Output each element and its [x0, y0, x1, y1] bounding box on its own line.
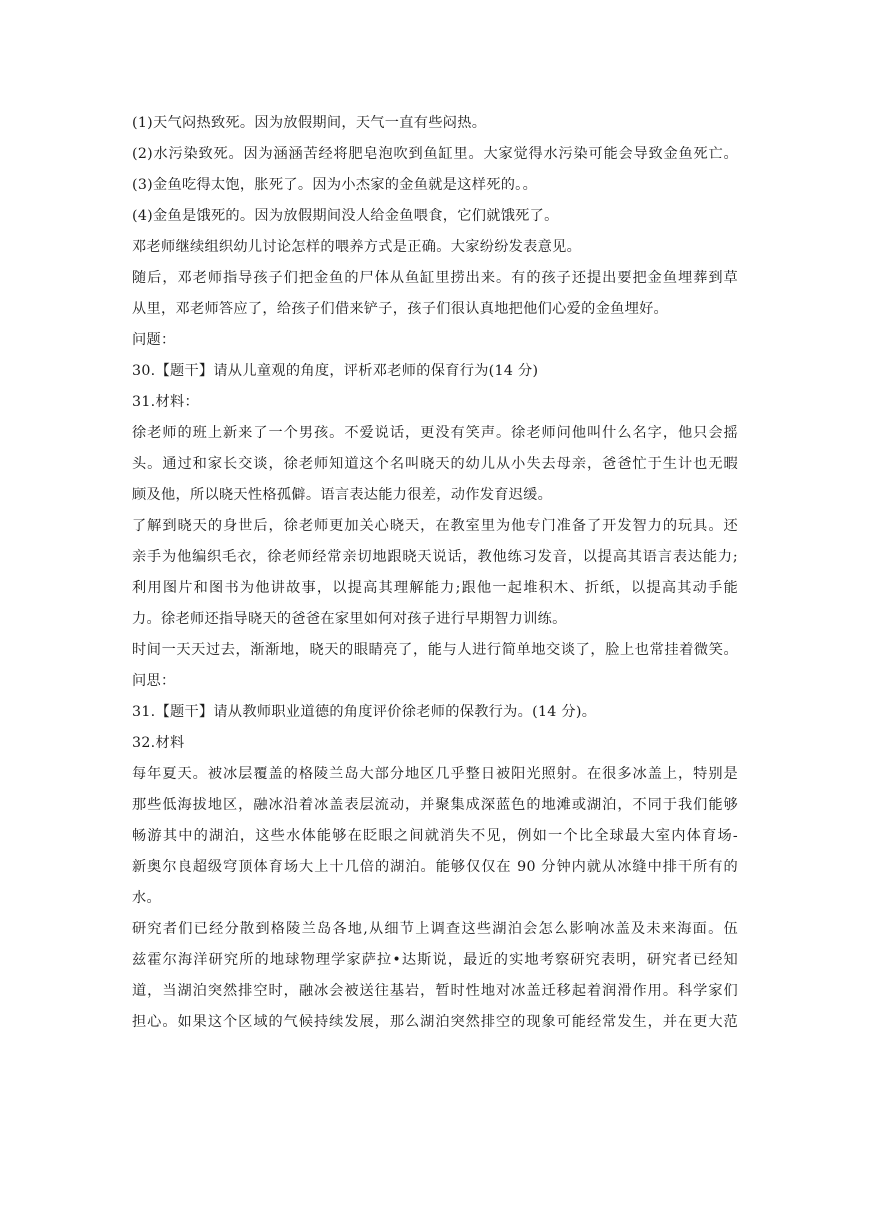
text-line: 徐老师的班上新来了一个男孩。不爱说话，更没有笑声。徐老师问他叫什么名字，他只会摇 — [132, 425, 738, 441]
section-label: 32.材料 — [132, 735, 185, 751]
section-label: 问题： — [132, 332, 176, 348]
question-stem: 30.【题干】请从儿童观的角度，评析邓老师的保育行为(14 分) — [132, 363, 539, 379]
section-label: 31.材料： — [132, 394, 199, 410]
text-line: 担心。如果这个区域的气候持续发展，那么湖泊突然排空的现象可能经常发生，并在更大范 — [132, 1014, 738, 1030]
document-body — [132, 108, 738, 1038]
text-line: 利用图片和图书为他讲故事，以提高其理解能力;跟他一起堆积木、折纸，以提高其动手能 — [132, 580, 738, 596]
text-line: (2)水污染致死。因为涵涵苦经将肥皂泡吹到鱼缸里。大家觉得水污染可能会导致金鱼死亡。 — [132, 146, 738, 162]
text-line: 邓老师继续组织幼儿讨论怎样的喂养方式是正确。大家纷纷发表意见。 — [132, 239, 582, 255]
text-line: 时间一天天过去，渐渐地，晓天的眼睛亮了，能与人进行简单地交谈了，脸上也常挂着微笑。 — [132, 642, 738, 658]
text-line: (4)金鱼是饿死的。因为放假期间没人给金鱼喂食，它们就饿死了。 — [132, 208, 559, 224]
text-line: (3)金鱼吃得太饱，胀死了。因为小杰家的金鱼就是这样死的。。 — [132, 177, 538, 193]
text-line: 了解到晓天的身世后，徐老师更加关心晓天，在教室里为他专门准备了开发智力的玩具。还 — [132, 518, 738, 534]
question-stem: 31.【题干】请从教师职业道德的角度评价徐老师的保教行为。(14 分)。 — [132, 704, 597, 720]
text-line: 道，当湖泊突然排空时，融冰会被送往基岩，暂时性地对冰盖迁移起着润滑作用。科学家们 — [132, 983, 738, 999]
text-line: 新奥尔良超级穹顶体育场大上十几倍的湖泊。能够仅仅在 90 分钟内就从冰缝中排干所有的 — [132, 859, 738, 875]
text-line: 每年夏天。被冰层覆盖的格陵兰岛大部分地区几乎整日被阳光照射。在很多冰盖上，特别是 — [132, 766, 738, 782]
text-line: 水。 — [132, 890, 161, 906]
text-line: 顾及他，所以晓天性格孤僻。语言表达能力很差，动作发育迟缓。 — [132, 487, 553, 503]
text-line: 头。通过和家长交谈，徐老师知道这个名叫晓天的幼儿从小失去母亲，爸爸忙于生计也无暇 — [132, 456, 738, 472]
text-line: 随后，邓老师指导孩子们把金鱼的尸体从鱼缸里捞出来。有的孩子还提出要把金鱼埋葬到草 — [132, 270, 738, 286]
text-line: 兹霍尔海洋研究所的地球物理学家萨拉•达斯说，最近的实地考察研究表明，研究者已经知 — [132, 952, 738, 968]
text-line: 亲手为他编织毛衣，徐老师经常亲切地跟晓天说话，教他练习发音，以提高其语言表达能力; — [132, 549, 738, 565]
text-line: 研究者们已经分散到格陵兰岛各地,从细节上调查这些湖泊会怎么影响冰盖及未来海面。伍 — [132, 921, 738, 937]
section-label: 问思： — [132, 673, 176, 689]
text-line: (1)天气闷热致死。因为放假期间，天气一直有些闷热。 — [132, 115, 487, 131]
text-line: 从里，邓老师答应了，给孩子们借来铲子，孩子们很认真地把他们心爱的金鱼埋好。 — [132, 301, 669, 317]
text-line: 畅游其中的湖泊，这些水体能够在眨眼之间就消失不见，例如一个比全球最大室内体育场- — [132, 828, 738, 844]
text-line: 力。徐老师还指导晓天的爸爸在家里如何对孩子进行早期智力训练。 — [132, 611, 567, 627]
text-line: 那些低海拔地区，融冰沿着冰盖表层流动，并聚集成深蓝色的地滩或湖泊，不同于我们能够 — [132, 797, 738, 813]
